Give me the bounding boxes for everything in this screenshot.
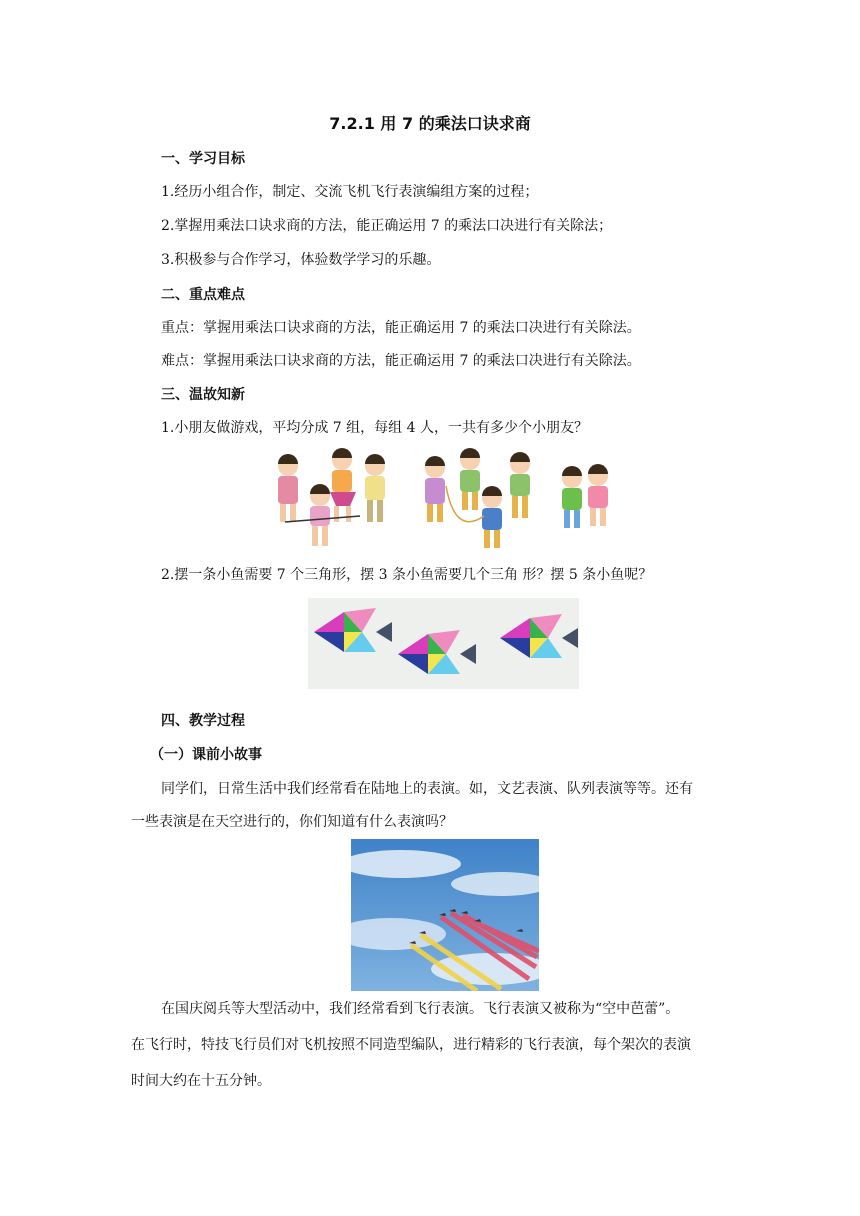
child-figure	[510, 452, 530, 518]
airshow-photo	[351, 839, 539, 991]
section-heading-key-points: 二、重点难点	[161, 287, 245, 303]
children-playing-illustration	[270, 446, 615, 554]
child-figure	[310, 484, 330, 546]
triangle-fish-illustration	[308, 598, 579, 689]
child-figure	[460, 448, 480, 510]
child-figure	[278, 454, 298, 522]
story-paragraph-line: 同学们，日常生活中我们经常看在陆地上的表演。如，文艺表演、队列表演等等。还有	[161, 781, 693, 797]
child-figure	[365, 454, 385, 522]
story-paragraph-line: 在飞行时，特技飞行员们对飞机按照不同造型编队，进行精彩的飞行表演，每个架次的表演	[131, 1037, 691, 1053]
goal-item: 1.经历小组合作，制定、交流飞机飞行表演编组方案的过程；	[161, 184, 539, 200]
child-figure	[562, 466, 582, 528]
key-point-item: 难点：掌握用乘法口诀求商的方法，能正确运用 7 的乘法口决进行有关除法。	[161, 353, 641, 369]
key-point-item: 重点：掌握用乘法口诀求商的方法，能正确运用 7 的乘法口决进行有关除法。	[161, 320, 641, 336]
child-figure	[330, 448, 356, 522]
review-question-1: 1.小朋友做游戏，平均分成 7 组，每组 4 人，一共有多少个小朋友？	[161, 420, 588, 436]
section-heading-review: 三、温故知新	[161, 387, 245, 403]
goal-item: 3.积极参与合作学习，体验数学学习的乐趣。	[161, 252, 441, 268]
story-paragraph-line: 一些表演是在天空进行的，你们知道有什么表演吗？	[131, 814, 453, 830]
story-paragraph-line: 在国庆阅兵等大型活动中，我们经常看到飞行表演。飞行表演又被称为“空中芭蕾”。	[161, 1001, 680, 1017]
subsection-heading-story: （一）课前小故事	[150, 747, 262, 763]
section-heading-teaching-process: 四、教学过程	[161, 713, 245, 729]
page-title: 7.2.1 用 7 的乘法口诀求商	[329, 114, 531, 133]
child-figure	[482, 486, 502, 548]
goal-item: 2.掌握用乘法口诀求商的方法，能正确运用 7 的乘法口决进行有关除法；	[161, 218, 613, 234]
section-heading-goals: 一、学习目标	[161, 151, 245, 167]
review-question-2: 2.摆一条小鱼需要 7 个三角形，摆 3 条小鱼需要几个三角 形？摆 5 条小鱼呢？	[161, 567, 653, 583]
child-figure	[588, 464, 608, 526]
child-figure	[425, 456, 445, 522]
story-paragraph-line: 时间大约在十五分钟。	[131, 1073, 271, 1089]
